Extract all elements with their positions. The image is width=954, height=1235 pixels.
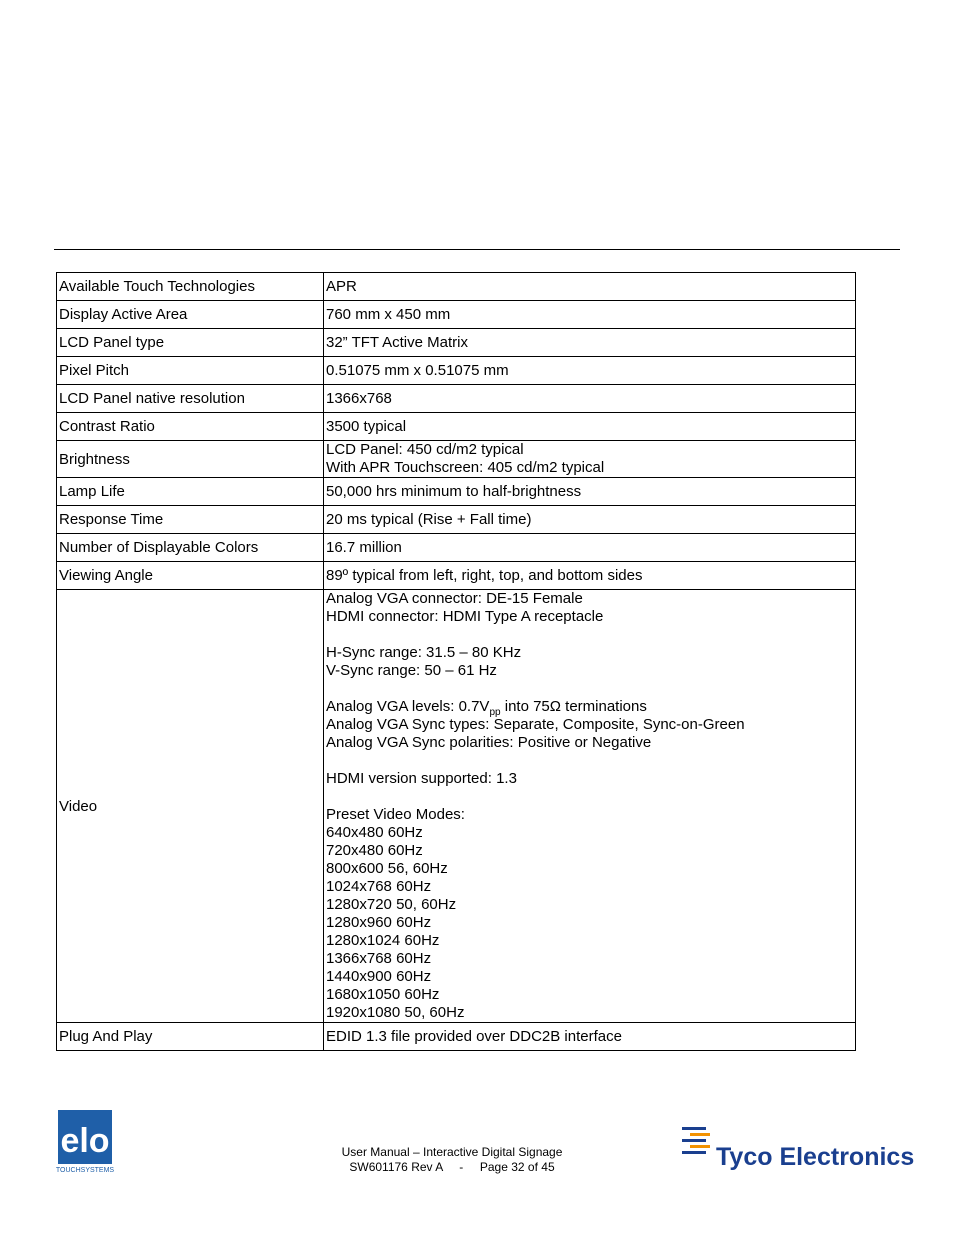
spec-value-line: 32” TFT Active Matrix (326, 334, 468, 351)
spec-value (324, 478, 856, 506)
video-spec-line: 1280x960 60Hz (326, 914, 432, 931)
spec-value (324, 301, 856, 329)
video-spec-line: 1280x1024 60Hz (326, 932, 440, 949)
video-spec-line (326, 752, 853, 770)
video-spec-line: 1280x720 50, 60Hz (326, 896, 457, 913)
table-row (57, 441, 856, 478)
table-row (57, 357, 856, 385)
video-spec-line: 800x600 56, 60Hz (326, 860, 448, 877)
spec-label: Lamp Life (57, 478, 324, 506)
vga-levels-prefix: Analog VGA levels: 0.7V (326, 698, 490, 715)
spec-value-line: LCD Panel: 450 cd/m2 typical (326, 441, 524, 458)
footer-line-2: SW601176 Rev A - Page 32 of 45 (349, 1160, 555, 1174)
spec-value-line: 89º typical from left, right, top, and bottom sides (326, 567, 643, 584)
vga-levels-suffix: into 75Ω terminations (500, 698, 647, 715)
spec-value-line: With APR Touchscreen: 405 cd/m2 typical (326, 459, 605, 476)
video-spec-line: 1680x1050 60Hz (326, 986, 440, 1003)
vga-levels-line (326, 698, 853, 716)
spec-value-line: 20 ms typical (Rise + Fall time) (326, 511, 532, 528)
table-row (57, 478, 856, 506)
spec-label: Contrast Ratio (57, 413, 324, 441)
spec-value (324, 534, 856, 562)
tyco-emblem-icon (682, 1127, 710, 1154)
table-row (57, 301, 856, 329)
spec-label: Video (57, 590, 324, 1023)
video-spec-line: Preset Video Modes: (326, 806, 465, 823)
spec-value-line: 1366x768 (326, 390, 392, 407)
spec-table (56, 272, 856, 1051)
spec-label: Number of Displayable Colors (57, 534, 324, 562)
video-spec-line: 1440x900 60Hz (326, 968, 432, 985)
table-row (57, 534, 856, 562)
video-spec-line: Analog VGA connector: DE-15 Female (326, 590, 583, 607)
spec-label: LCD Panel type (57, 329, 324, 357)
spec-label: Viewing Angle (57, 562, 324, 590)
video-spec-line: 1920x1080 50, 60Hz (326, 1004, 465, 1021)
spec-label: LCD Panel native resolution (57, 385, 324, 413)
spec-value (324, 562, 856, 590)
spec-value (324, 357, 856, 385)
spec-label: Plug And Play (57, 1023, 324, 1051)
video-spec-line: 1024x768 60Hz (326, 878, 432, 895)
spec-value-line: APR (326, 278, 357, 295)
video-spec-line: Analog VGA Sync types: Separate, Composite, Sync-on-Green (326, 716, 745, 733)
spec-value (324, 385, 856, 413)
video-spec-line: V-Sync range: 50 – 61 Hz (326, 662, 497, 679)
spec-label: Brightness (57, 441, 324, 478)
table-row (57, 506, 856, 534)
spec-table-body (57, 273, 856, 1051)
video-spec-line (326, 626, 853, 644)
spec-label: Available Touch Technologies (57, 273, 324, 301)
spec-value (324, 413, 856, 441)
video-spec-line: HDMI connector: HDMI Type A receptacle (326, 608, 604, 625)
video-spec-line (326, 788, 853, 806)
spec-value-line: 50,000 hrs minimum to half-brightness (326, 483, 582, 500)
tyco-electronics-logo (680, 1123, 920, 1173)
spec-value-line: 3500 typical (326, 418, 407, 435)
video-spec-line: HDMI version supported: 1.3 (326, 770, 517, 787)
spec-value (324, 273, 856, 301)
footer-line-1: User Manual – Interactive Digital Signage (341, 1145, 563, 1159)
spec-value (324, 441, 856, 478)
table-row (57, 1023, 856, 1051)
video-spec-line: 1366x768 60Hz (326, 950, 432, 967)
tyco-logo-text: Tyco Electronics (716, 1143, 915, 1171)
spec-label: Pixel Pitch (57, 357, 324, 385)
vga-levels-subscript: pp (489, 707, 501, 718)
table-row (57, 329, 856, 357)
header-rule (54, 249, 900, 250)
spec-label: Display Active Area (57, 301, 324, 329)
table-row (57, 273, 856, 301)
elo-logo-subtext: TOUCHSYSTEMS (56, 1167, 115, 1174)
table-row (57, 562, 856, 590)
spec-value-video (324, 590, 856, 1023)
spec-value (324, 506, 856, 534)
spec-label: Response Time (57, 506, 324, 534)
table-row-video (57, 590, 856, 1023)
video-spec-line (326, 680, 853, 698)
video-spec-line: 720x480 60Hz (326, 842, 423, 859)
video-spec-line: H-Sync range: 31.5 – 80 KHz (326, 644, 522, 661)
elo-logo-text: elo (60, 1122, 110, 1160)
spec-value-line: 760 mm x 450 mm (326, 306, 451, 323)
spec-value-line: 16.7 million (326, 539, 402, 556)
spec-value-line: 0.51075 mm x 0.51075 mm (326, 362, 509, 379)
table-row (57, 385, 856, 413)
table-row (57, 413, 856, 441)
video-spec-line: 640x480 60Hz (326, 824, 423, 841)
spec-value (324, 329, 856, 357)
spec-value: EDID 1.3 file provided over DDC2B interface (324, 1023, 856, 1051)
video-spec-line: Analog VGA Sync polarities: Positive or Negative (326, 734, 652, 751)
